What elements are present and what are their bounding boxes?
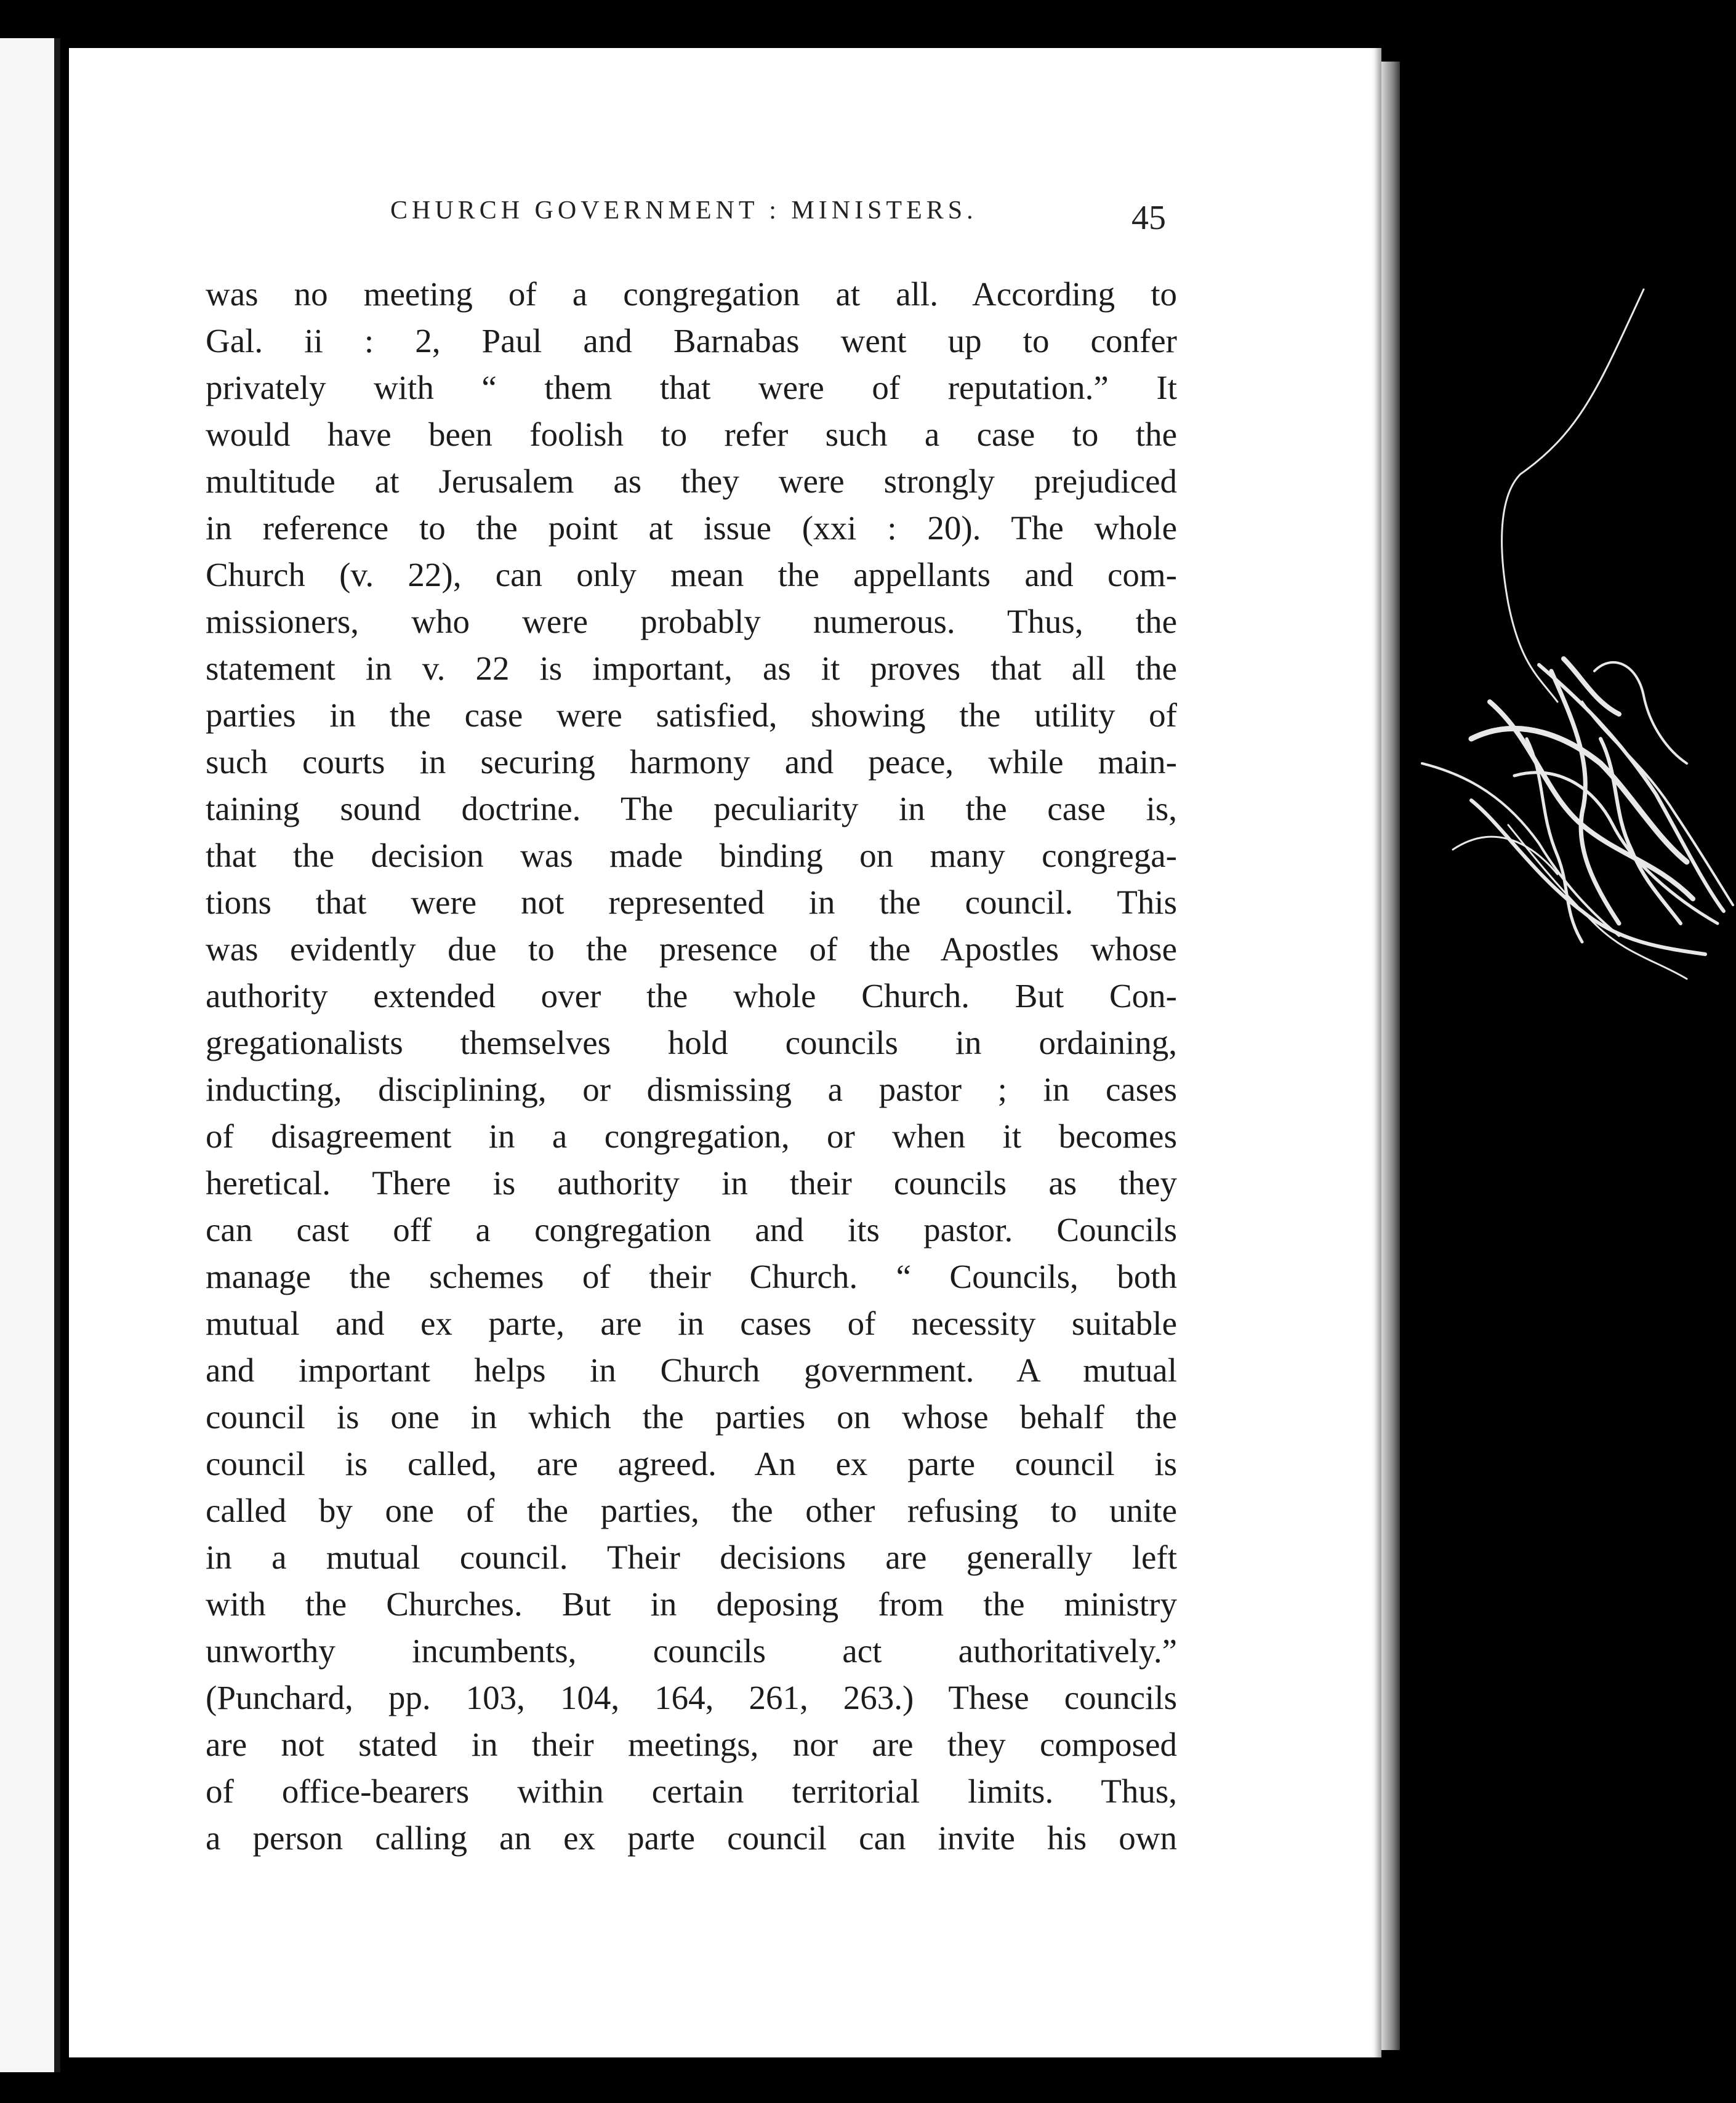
text-line: with the Churches. But in deposing from the ministry — [206, 1585, 1177, 1623]
running-head: CHURCH GOVERNMENT : MINISTERS. — [390, 196, 978, 225]
text-line: unworthy incumbents, councils act authoritatively.” — [206, 1632, 1177, 1670]
text-line: a person calling an ex parte council can invite his own — [206, 1819, 1177, 1857]
text-line: (Punchard, pp. 103, 104, 164, 261, 263.) These councils — [206, 1679, 1177, 1716]
text-line: and important helps in Church government. A mutual — [206, 1351, 1177, 1389]
text-line: was no meeting of a congregation at all. According to — [206, 275, 1177, 313]
text-line: mutual and ex parte, are in cases of necessity suitable — [206, 1305, 1177, 1342]
text-line: statement in v. 22 is important, as it proves that all the — [206, 649, 1177, 687]
text-line: of office-bearers within certain territorial limits. Thus, — [206, 1772, 1177, 1810]
body-text — [206, 271, 1177, 1862]
text-line: manage the schemes of their Church. “ Councils, both — [206, 1258, 1177, 1295]
text-line: of disagreement in a congregation, or when it becomes — [206, 1117, 1177, 1155]
text-line: in a mutual council. Their decisions are generally left — [206, 1538, 1177, 1576]
text-line: called by one of the parties, the other refusing to unite — [206, 1492, 1177, 1529]
text-line: Gal. ii : 2, Paul and Barnabas went up to confer — [206, 322, 1177, 360]
text-line: can cast off a congregation and its pastor. Councils — [206, 1211, 1177, 1249]
text-line: that the decision was made binding on many congrega- — [206, 837, 1177, 874]
text-line: missioners, who were probably numerous. Thus, the — [206, 603, 1177, 640]
text-line: council is one in which the parties on whose behalf the — [206, 1398, 1177, 1436]
scanner-dust-fibers — [1397, 271, 1736, 1133]
text-line: such courts in securing harmony and peace, while main- — [206, 743, 1177, 781]
text-line: tions that were not represented in the council. This — [206, 883, 1177, 921]
text-line: was evidently due to the presence of the Apostles whose — [206, 930, 1177, 968]
text-line: multitude at Jerusalem as they were strongly prejudiced — [206, 462, 1177, 500]
text-line: taining sound doctrine. The peculiarity in the case is, — [206, 790, 1177, 827]
text-line: inducting, disciplining, or dismissing a pastor ; in cases — [206, 1071, 1177, 1108]
page-number: 45 — [1131, 199, 1166, 237]
text-line: in reference to the point at issue (xxi : 20). The whole — [206, 509, 1177, 547]
text-line: authority extended over the whole Church. But Con- — [206, 977, 1177, 1015]
text-line: parties in the case were satisfied, showing the utility of — [206, 696, 1177, 734]
text-line: would have been foolish to refer such a case to the — [206, 416, 1177, 453]
text-line: are not stated in their meetings, nor are they composed — [206, 1726, 1177, 1763]
facing-page-edge — [0, 38, 60, 2072]
text-line: gregationalists themselves hold councils in ordaining, — [206, 1024, 1177, 1061]
text-line: Church (v. 22), can only mean the appellants and com- — [206, 556, 1177, 593]
text-line: heretical. There is authority in their councils as they — [206, 1164, 1177, 1202]
text-line: privately with “ them that were of reputation.” It — [206, 369, 1177, 406]
text-line: council is called, are agreed. An ex parte council is — [206, 1445, 1177, 1482]
